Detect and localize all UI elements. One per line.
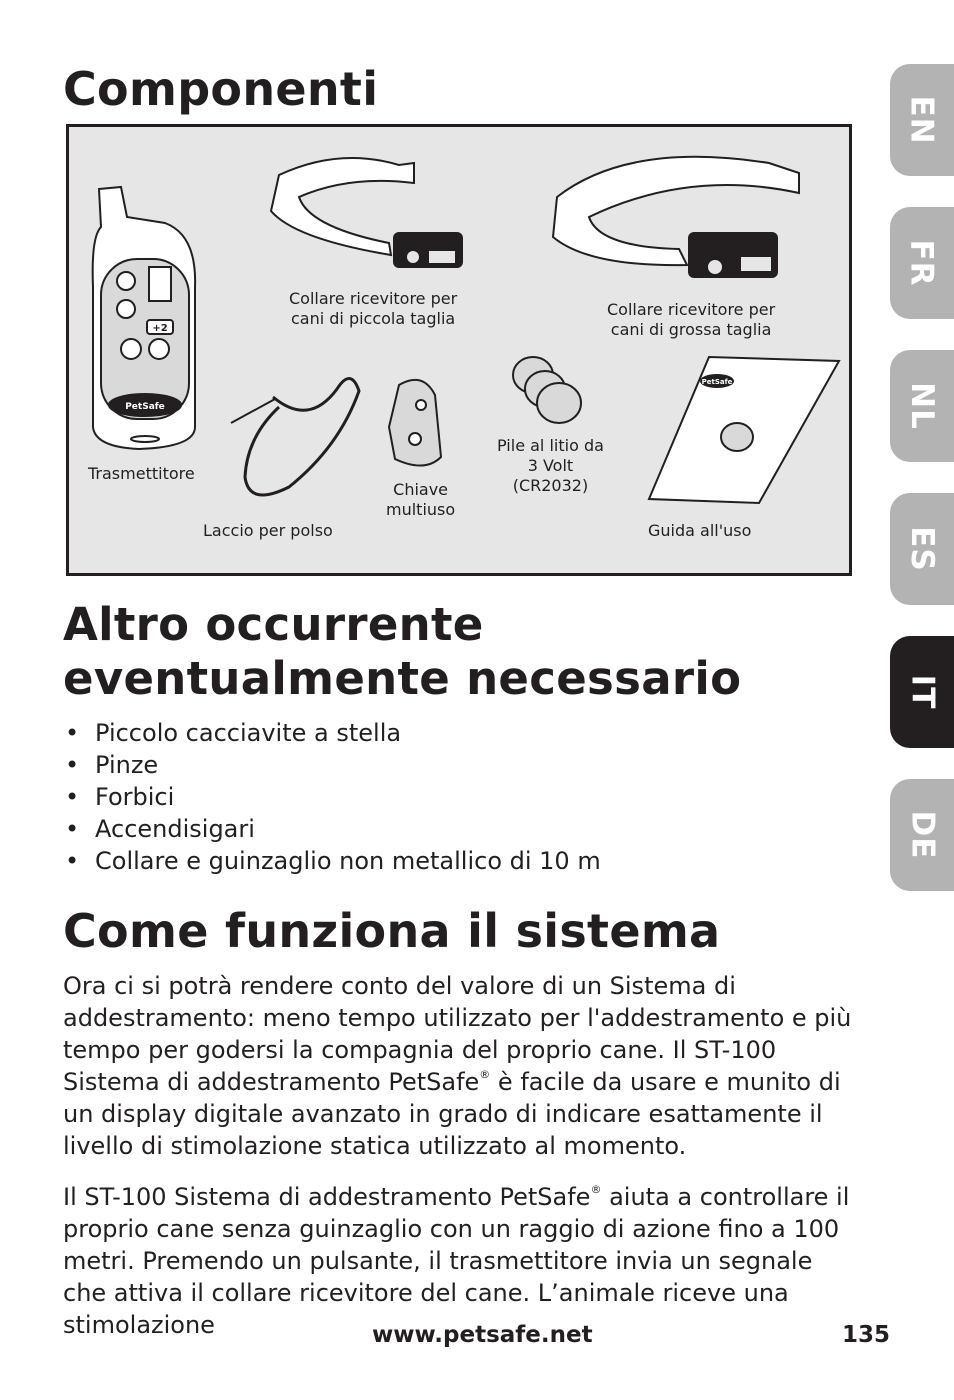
caption-battery-line2: 3 Volt — [527, 456, 574, 475]
caption-key-line2: multiuso — [386, 500, 456, 519]
caption-large-collar-line2: cani di grossa taglia — [610, 320, 772, 339]
paragraph-1-part2: è facile da usare e munito di un display digitale avanzato in grado di indicare esattamente il livello di stimolazione statica utilizzato al momento. — [63, 1068, 841, 1160]
guide-illustration — [649, 357, 839, 503]
list-item: • Collare e guinzaglio non metallico di 10 m — [63, 845, 601, 877]
paragraph-2-part1: Il ST-100 Sistema di addestramento PetSafe — [63, 1183, 591, 1211]
tab-nl[interactable] — [890, 350, 954, 462]
paragraph-2-part2: aiuta a controllare il proprio cane senza guinzaglio con un raggio di azione fino a 100 metri. Premendo un pulsante, il trasmettitore invia un segnale che attiva il collare ricevitore del cane. L’animale riceve una stimolazione — [63, 1183, 850, 1339]
list-item: • Accendisigari — [63, 813, 601, 845]
heading-altro-occorrente — [63, 598, 741, 706]
tab-nl-label: NL — [903, 382, 940, 430]
tab-de[interactable] — [890, 779, 954, 891]
battery-illustration — [513, 357, 581, 423]
list-item: • Forbici — [63, 781, 601, 813]
caption-small-collar — [289, 289, 457, 329]
remote-level-text: +2 — [152, 323, 168, 334]
heading-altro-line1: Altro occurrente — [63, 598, 484, 651]
tab-fr[interactable] — [890, 207, 954, 319]
caption-key-line1: Chiave — [393, 480, 449, 499]
paragraph-1-part1: Ora ci si potrà rendere conto del valore di un Sistema di addestramento: meno tempo utilizzato per l'addestramento e più tempo per godersi la compagnia del proprio cane. Il ST-100 Sistema di addestramento PetSafe — [63, 972, 852, 1096]
caption-battery-line1: Pile al litio da — [497, 436, 604, 455]
caption-battery — [497, 436, 604, 496]
tab-de-label: DE — [903, 810, 940, 860]
caption-large-collar — [607, 300, 775, 340]
list-item: • Piccolo cacciavite a stella — [63, 717, 601, 749]
tab-fr-label: FR — [903, 239, 940, 287]
small-collar-illustration — [271, 158, 462, 267]
caption-battery-line3: (CR2032) — [512, 476, 589, 495]
tab-es[interactable] — [890, 493, 954, 605]
tab-en[interactable] — [890, 64, 954, 176]
multi-tool-key-illustration — [389, 380, 441, 466]
page-number: 135 — [842, 1322, 891, 1348]
wrist-strap-illustration — [231, 378, 359, 495]
components-illustration — [69, 127, 849, 573]
caption-large-collar-line1: Collare ricevitore per — [607, 300, 776, 319]
tab-en-label: EN — [904, 95, 940, 145]
heading-componenti: Componenti — [63, 62, 379, 116]
caption-guide: Guida all'uso — [648, 521, 752, 540]
list-item: • Pinze — [63, 749, 601, 781]
components-figure — [66, 124, 852, 576]
caption-wrist-strap: Laccio per polso — [203, 521, 333, 540]
required-items-list — [63, 717, 601, 877]
caption-small-collar-line2: cani di piccola taglia — [290, 309, 456, 328]
remote-brand-text: PetSafe — [125, 402, 165, 412]
tab-it[interactable] — [890, 636, 954, 748]
caption-key — [386, 480, 455, 520]
caption-small-collar-line1: Collare ricevitore per — [289, 289, 458, 308]
guide-brand-text: PetSafe — [701, 378, 733, 386]
footer-url[interactable]: www.petsafe.net — [372, 1322, 593, 1348]
registered-mark: ® — [479, 1068, 491, 1081]
large-collar-illustration — [553, 157, 799, 277]
caption-transmitter: Trasmettitore — [88, 464, 195, 483]
paragraph-1 — [63, 970, 863, 1162]
tab-es-label: ES — [903, 526, 940, 572]
heading-altro-line2: eventualmente necessario — [63, 652, 742, 705]
registered-mark: ® — [590, 1183, 602, 1196]
tab-it-label: IT — [904, 674, 940, 710]
heading-come-funziona: Come funziona il sistema — [63, 904, 721, 958]
paragraph-2 — [63, 1181, 863, 1341]
